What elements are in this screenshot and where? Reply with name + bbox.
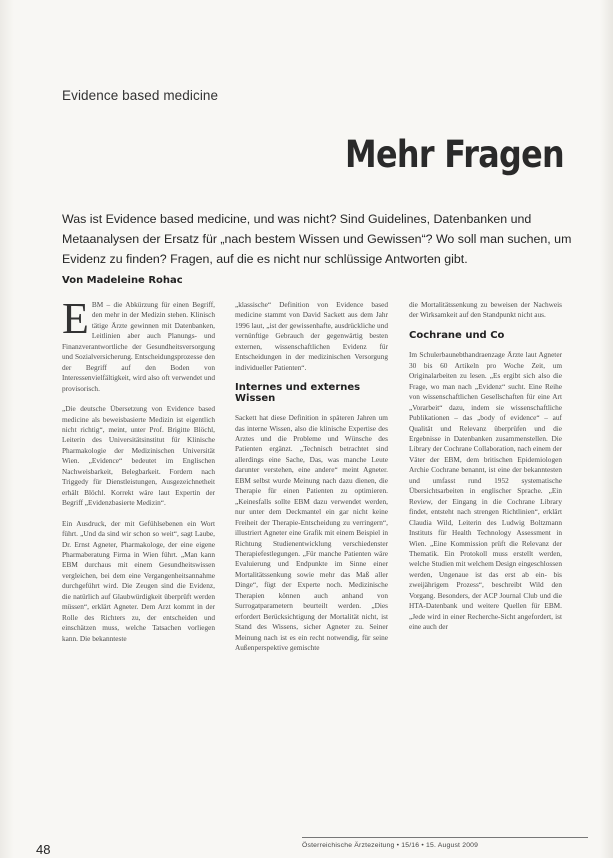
paragraph-text: BM – die Abkürzung für einen Begriff, den mehr in der Medizin stehen. Klinisch tätige Ärzte gewinnen mit Datenbanken, Leitlinien aber auch Planungs- und Finanzverantwortliche der Gesundheitsversorgung und Sozialversicherung. Entscheidungsprozesse den der Begriff auf den Boden von Interessenvielfältigkeit, wird also oft verwendet und provisorisch. xyxy=(62,300,215,393)
lead-paragraph xyxy=(62,209,572,269)
lead-line: Metaanalysen der Ersatz für „nach bestem Wissen und Gewissen“? Wo soll man suchen, um xyxy=(62,232,572,246)
body-paragraph xyxy=(62,294,215,394)
body-column-1 xyxy=(62,294,215,654)
body-column-2 xyxy=(235,300,388,664)
author-byline: Von Madeleine Rohac xyxy=(62,275,183,286)
lead-line: Evidenz zu finden? Fragen, auf die es nicht nur schlüssige Antworten gibt. xyxy=(62,252,468,266)
footer-citation: Österreichische Ärztezeitung • 15/16 • 15. August 2009 xyxy=(302,842,479,849)
body-paragraph: „Die deutsche Übersetzung von Evidence based medicine als beweisbasierte Medizin ist eigentlich nicht richtig“, meint, unter Prof. Brigitte Blöchl, Leiterin des Universitätsinstitut für Klinische Pharmakologie der Medizinischen Universität Wien. „Evidence“ bedeutet im Englischen Nachweisbarkeit, Belegbarkeit. Fordern nach Triggedy für Dienstleistungen, Ausgezeichnetheit erhält Blöchl. Korrekt wäre laut Expertin der Begriff „Evidenzbasierte Medizin“. xyxy=(62,404,215,508)
footer-rule xyxy=(302,837,588,838)
body-paragraph: Sackett hat diese Definition in späteren Jahren um das interne Wissen, also die klinische Expertise des Arztes und die Probleme und Wünsche des Patienten ergänzt. „Technisch betrachtet sind allerdings eine Sache, Das, was manche Leute darunter verstehen, eine andere“ meint Agneter. EBM selbst wurde Meinung nach dazu dienen, die Therapie für einen Patienten zu optimieren. „Keinesfalls sollte EBM dazu verwendet werden, nur unter dem Deckmantel ein gar nicht keine Freiheit der Therapie-Entscheidung zu verringern“, illustriert Agneter eine Grafik mit einem Beispiel in Richtung Studienentwicklung verschiedenster Therapiefestlegungen. „Für manche Patienten wäre Evaluierung und Endpunkte im Sinne einer Mortalitätssenkung sowie mehr das Maß aller Dinge“, fügt der Experte noch. Medizinische Therapien können auch anhand von Surrogatparametern beurteilt werden. „Dies erfordert Berücksichtigung der Mortalität nicht, ist Stand des Wissens, sicher Agneter zu. Seiner Meinung nach ist es ein recht notwendig, für seine Außenperspektive gemischte xyxy=(235,413,388,653)
subheading: Cochrane und Co xyxy=(409,329,505,341)
body-paragraph: Ein Ausdruck, der mit Gefühlsebenen ein Wort führt. „Und da sind wir schon so weit“, sagt Laube, Dr. Ernst Agneter, Pharmakologe, der eine eigene Pharmaberatung Firma in Wien führt. „Man kann EBM durchaus mit einem Gesundheitswissen vergleichen, bei dem eine Vergangenheitsannahme durchgeführt wird. Die Zeugen sind die Evidenz, die natürlich auf Glaubwürdigkeit überprüft werden müssen“, erklärt Agneter. Dem Arzt kommt in der Rolle des Richters zu, der entscheiden und einschätzen muss, welche Tatsachen vorliegen kann. Die bekannteste xyxy=(62,518,215,643)
body-paragraph: die Mortalitätssenkung zu beweisen der Nachweis der Wirksamkeit auf den Standpunkt nicht aus. xyxy=(409,300,562,320)
subheading: Internes und externes Wissen xyxy=(235,382,361,404)
section-rubric: Evidence based medicine xyxy=(62,88,219,103)
lead-line: Was ist Evidence based medicine, und was nicht? Sind Guidelines, Datenbanken und xyxy=(62,212,532,226)
article-title: Mehr Fragen xyxy=(345,133,564,176)
body-paragraph: Im Schulerbaunebthandraenzage Ärzte laut Agneter 30 bis 60 Artikeln pro Woche Zeit, um Originalarbeiten zu lesen. „Es ergibt sich also die Frage, wo man nach „Evidenz“ sucht. Eine Reihe von wissenschaftlichen Gesellschaften für eine Art „Vorarbeit“ dazu, indem sie wissenschaftliche Publikationen – das „body of evidence“ – auf Qualität und Relevanz überprüfen und die Ergebnisse in Datenbanken zusammenstellen. Die Library der Cochrane Collaboration, nach einem der Väter der EBM, dem britischen Epidemiologen Archie Cochrane benannt, ist eine der bekanntesten und umfasst rund 1952 systematische Übersichtsarbeiten in englischer Sprache. „Ein Review, der Eingang in die Cochrane Library findet, entsteht nach strengen Richtlinien“, erklärt Claudia Wild, Leiterin des Ludwig Boltzmann Instituts für Health Technology Assessment in Wien. „Eine Kommission prüft die Relevanz der Thematik. Ein Protokoll muss erstellt werden, welche Studien mit welchem Design eingeschlossen werden, Ungenaue ist das erst ab ein- bis zweijährigem Prozess“, beschreibt Wild den Vorgang. Besonders, der ACP Journal Club und die HTA-Datenbank und weitere Quellen für EBM. „Jede wird in einer Recherche-Sicht angefordert, ist eine auch der xyxy=(409,350,562,632)
page-number: 48 xyxy=(36,842,51,857)
body-column-3 xyxy=(409,300,562,643)
body-paragraph: „klassische“ Definition von Evidence based medicine stammt von David Sackett aus dem Jahr 1996 laut, „ist der gewissenhafte, ausdrückliche und vernünftige Gebrauch der gegenwärtig besten externen, wissenschaftlichen Evidenz für Entscheidungen in der medizinischen Versorgung individueller Patienten“. xyxy=(235,300,388,372)
drop-cap: E xyxy=(62,294,89,343)
